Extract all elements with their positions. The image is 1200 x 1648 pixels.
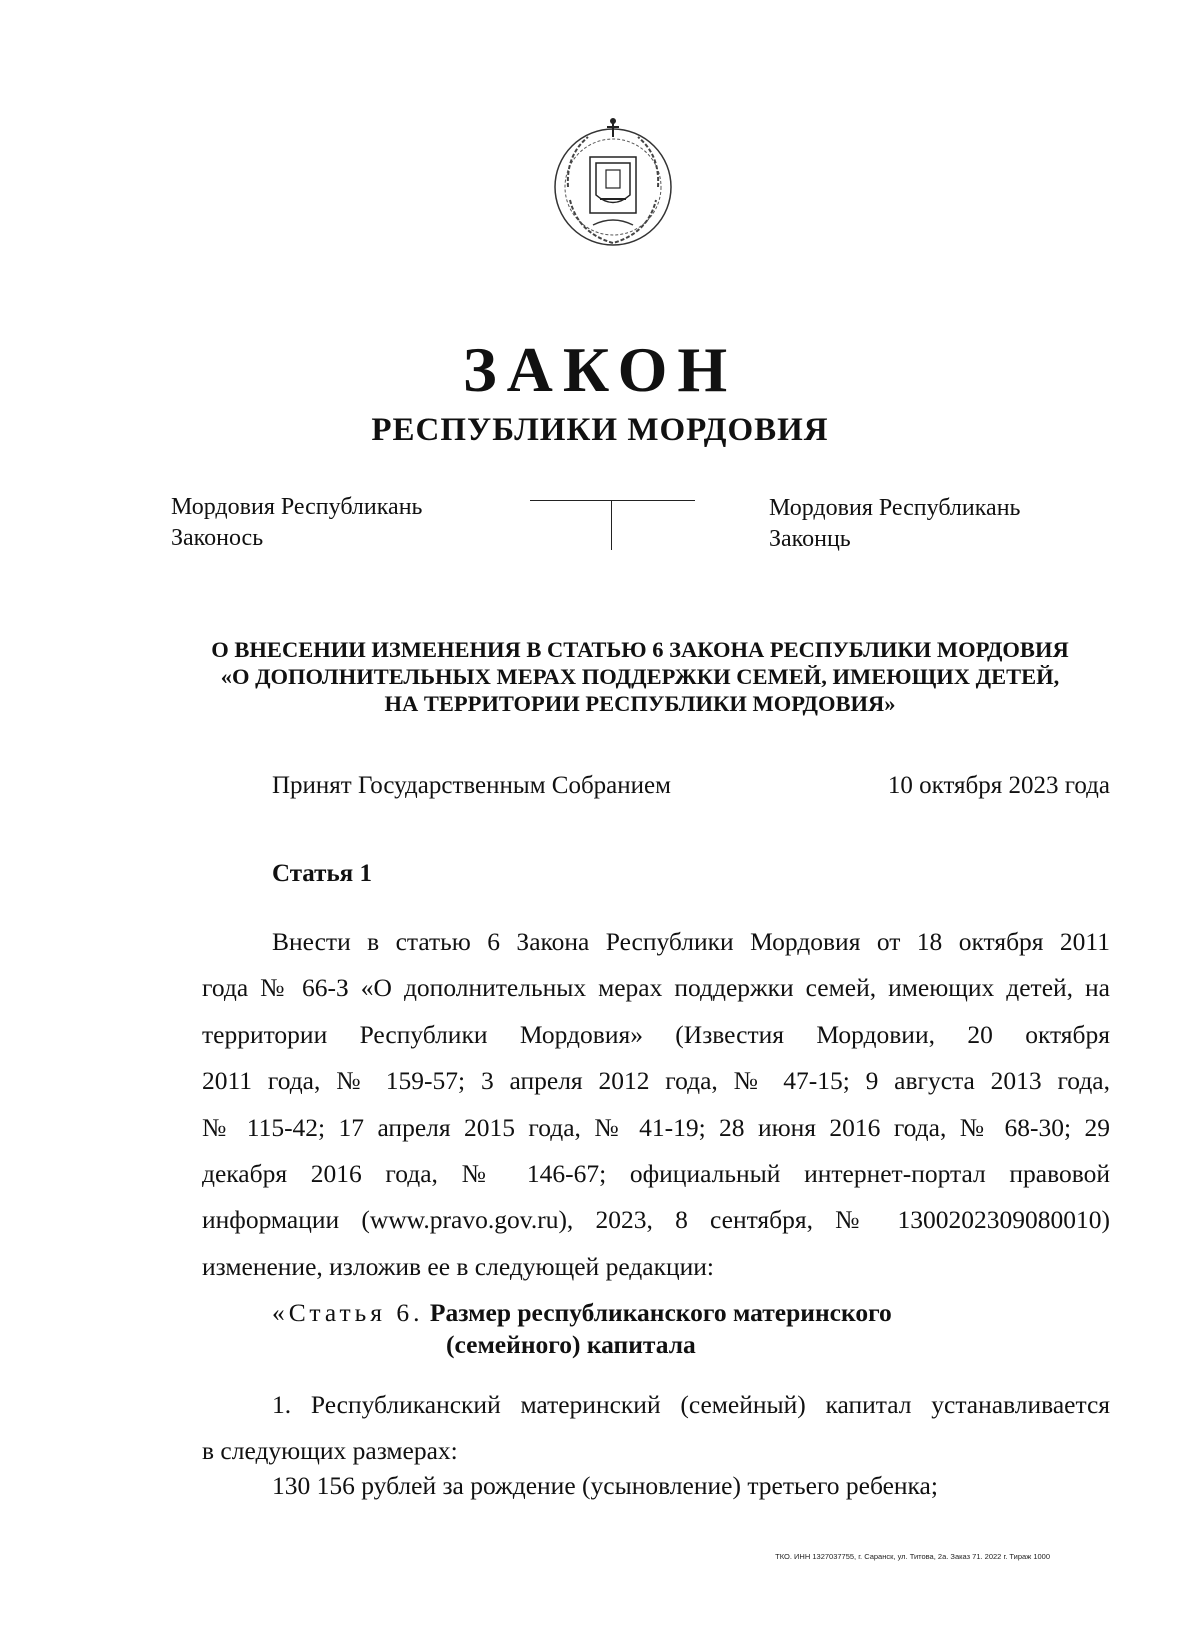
law-heading xyxy=(160,636,1120,717)
paragraph-2: 130 156 рублей за рождение (усыновление) третьего ребенка; xyxy=(272,1471,938,1500)
heading-line: «О ДОПОЛНИТЕЛЬНЫХ МЕРАХ ПОДДЕРЖКИ СЕМЕЙ, ИМЕЮЩИХ ДЕТЕЙ, xyxy=(220,664,1060,689)
quoted-article-heading xyxy=(272,1297,892,1361)
print-footer: ТКО. ИНН 1327037755, г. Саранск, ул. Титова, 2а. Заказ 71. 2022 г. Тираж 1000 xyxy=(775,1552,1050,1561)
divider-vertical xyxy=(611,500,612,550)
body-line: года № 66-З «О дополнительных мерах поддержки семей, имеющих детей, на xyxy=(202,973,1110,1003)
left-caption-line2: Законось xyxy=(171,525,264,551)
right-caption-line1: Мордовия Республикань xyxy=(769,495,1021,521)
right-caption xyxy=(769,493,1020,555)
document-subtitle: РЕСПУБЛИКИ МОРДОВИЯ xyxy=(371,412,829,448)
paragraph-line: в следующих размерах: xyxy=(202,1436,458,1465)
document-title: ЗАКОН xyxy=(462,334,738,405)
body-line: территории Республики Мордовия» (Известия Мордовии, 20 октября xyxy=(202,1019,1110,1049)
body-line: изменение, изложив ее в следующей редакции: xyxy=(202,1251,715,1281)
quoted-article-title-cont: (семейного) капитала xyxy=(446,1330,696,1359)
body-line: декабря 2016 года, № 146-67; официальный интернет-портал правовой xyxy=(202,1159,1110,1189)
left-caption-line1: Мордовия Республикань xyxy=(171,494,423,520)
right-caption-line2: Законць xyxy=(769,526,851,552)
paragraph-line: 1. Республиканский материнский (семейный) капитал устанавливается xyxy=(272,1390,1110,1419)
body-line: Внести в статью 6 Закона Республики Мордовия от 18 октября 2011 xyxy=(272,927,1110,956)
left-caption xyxy=(171,492,422,554)
quoted-article-title: Размер республиканского материнского xyxy=(429,1298,892,1327)
divider-horizontal xyxy=(530,500,695,501)
coat-of-arms-icon xyxy=(548,115,678,255)
body-line: информации (www.pravo.gov.ru), 2023, 8 сентября, № 1300202309080010) xyxy=(202,1205,1110,1235)
body-line: № 115-42; 17 апреля 2015 года, № 41-19; 28 июня 2016 года, № 68-30; 29 xyxy=(202,1112,1110,1142)
heading-line: О ВНЕСЕНИИ ИЗМЕНЕНИЯ В СТАТЬЮ 6 ЗАКОНА РЕСПУБЛИКИ МОРДОВИЯ xyxy=(211,637,1069,662)
adoption-text: Принят Государственным Собранием xyxy=(272,772,671,799)
article-body xyxy=(202,919,1110,1290)
body-line: 2011 года, № 159-57; 3 апреля 2012 года, № 47-15; 9 августа 2013 года, xyxy=(202,1066,1110,1096)
adoption-date: 10 октября 2023 года xyxy=(887,772,1110,799)
quoted-article-prefix: «Статья 6. xyxy=(272,1298,424,1327)
article-title: Статья 1 xyxy=(272,860,372,887)
paragraph-1 xyxy=(202,1382,1110,1474)
heading-line: НА ТЕРРИТОРИИ РЕСПУБЛИКИ МОРДОВИЯ» xyxy=(384,691,896,716)
